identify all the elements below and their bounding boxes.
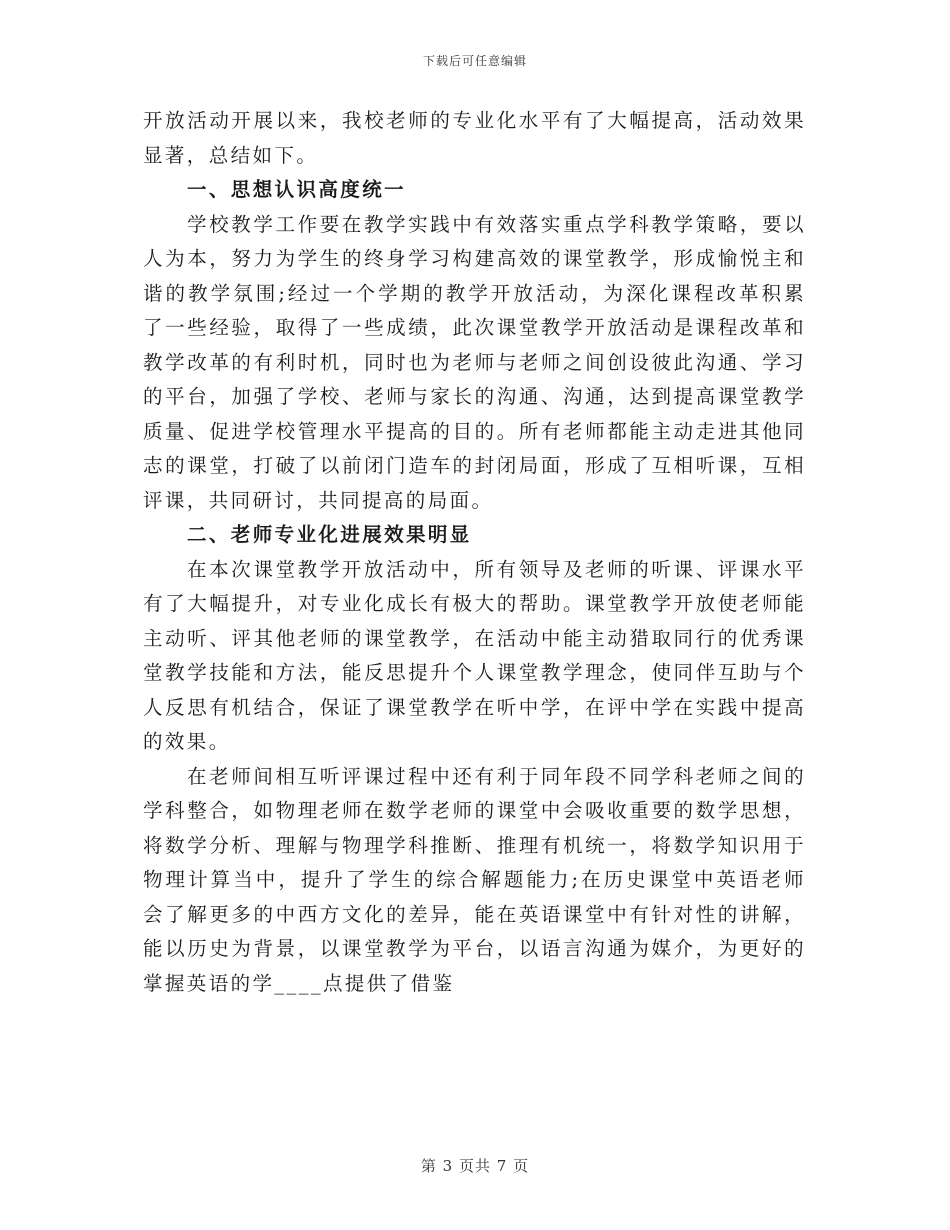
page-number: 第 3 页共 7 页 xyxy=(420,1157,530,1175)
section-1-paragraph: 学校教学工作要在教学实践中有效落实重点学科教学策略，要以人为本，努力为学生的终身学习构建高效的课堂教学，形成愉悦主和谐的教学氛围;经过一个学期的教学开放活动，为深化课程改革积累了一些经验，取得了一些成绩，此次课堂教学开放活动是课程改革和教学改革的有利时机，同时也为老师与老师之间创设彼此沟通、学习的平台，加强了学校、老师与家长的沟通、沟通，达到提高课堂教学质量、促进学校管理水平提高的目的。所有老师都能主动走进其他同志的课堂，打破了以前闭门造车的封闭局面，形成了互相听课，互相评课，共同研讨，共同提高的局面。 xyxy=(143,212,806,512)
section-2-paragraph-2: 在老师间相互听评课过程中还有利于同年段不同学科老师之间的学科整合，如物理老师在数学老师的课堂中会吸收重要的数学思想，将数学分析、理解与物理学科推断、推理有机统一，将数学知识用于物理计算当中，提升了学生的综合解题能力;在历史课堂中英语老师会了解更多的中西方文化的差异，能在英语课堂中有针对性的讲解，能以历史为背景，以课堂教学为平台，以语言沟通为媒介，为更好的掌握英语的学____点提供了借鉴 xyxy=(143,764,806,995)
document-body xyxy=(143,104,806,1001)
section-2-heading: 二、老师专业化进展效果明显 xyxy=(187,523,472,546)
section-1-heading: 一、思想认识高度统一 xyxy=(187,178,407,201)
section-2-paragraph-1: 在本次课堂教学开放活动中，所有领导及老师的听课、评课水平有了大幅提升，对专业化成长有极大的帮助。课堂教学开放使老师能主动听、评其他老师的课堂教学，在活动中能主动猎取同行的优秀课堂教学技能和方法，能反思提升个人课堂教学理念，使同伴互助与个人反思有机结合，保证了课堂教学在听中学，在评中学在实践中提高的效果。 xyxy=(143,557,806,753)
intro-paragraph: 开放活动开展以来，我校老师的专业化水平有了大幅提高，活动效果显著，总结如下。 xyxy=(143,109,806,167)
page-header-note: 下载后可任意编辑 xyxy=(422,54,527,68)
